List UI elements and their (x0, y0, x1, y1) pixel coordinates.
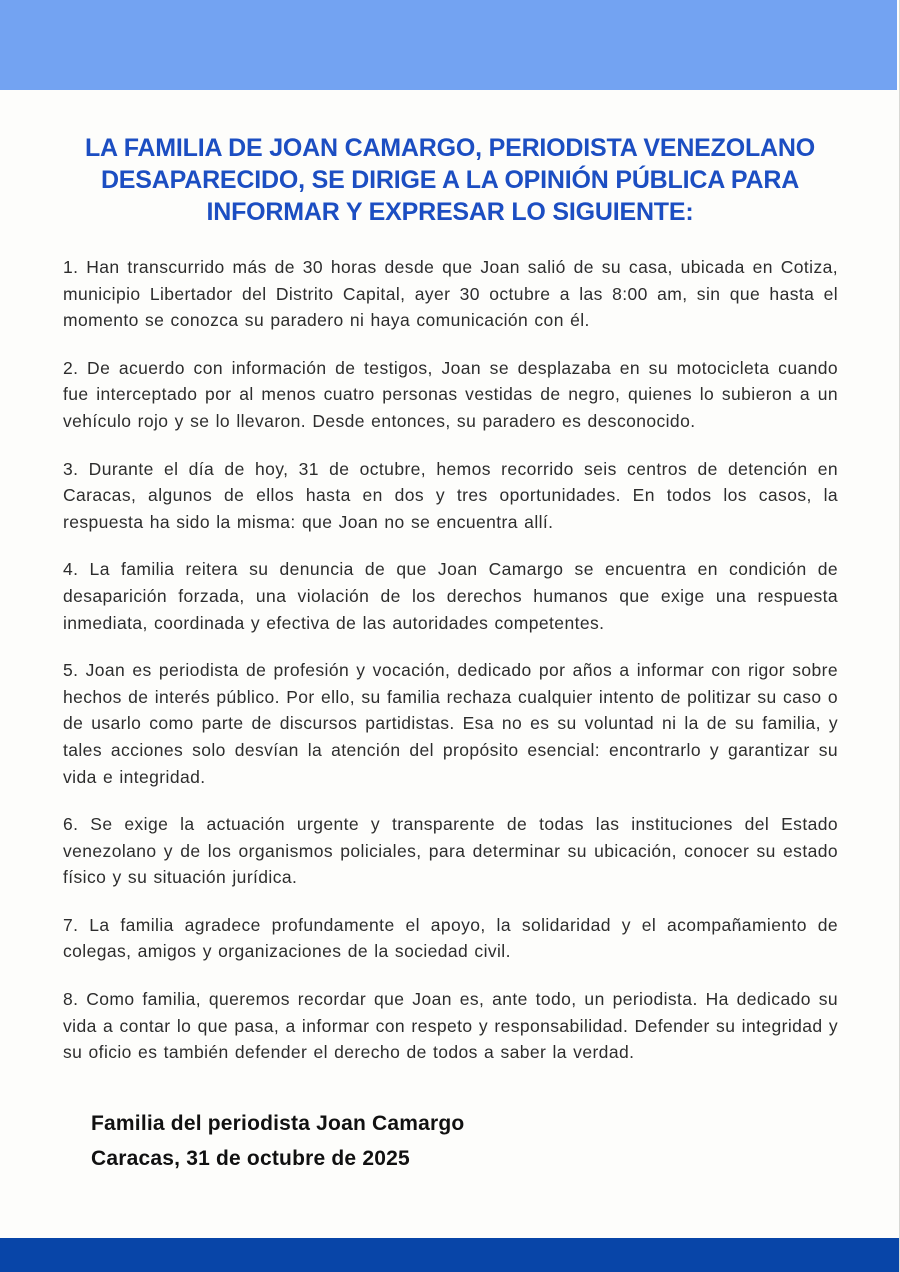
signature-block (91, 1106, 900, 1176)
title-line-3: INFORMAR Y EXPRESAR LO SIGUIENTE: (206, 198, 694, 226)
signature-date: Caracas, 31 de octubre de 2025 (91, 1146, 410, 1170)
signature-name: Familia del periodista Joan Camargo (91, 1111, 465, 1135)
paragraph-1: 1. Han transcurrido más de 30 horas desde que Joan salió de su casa, ubicada en Cotiza, municipio Libertador del Distrito Capital, ayer 30 octubre a las 8:00 am, sin que hasta el momento se conozca su paradero ni haya comunicación con él. (63, 257, 838, 331)
bottom-banner (0, 1238, 900, 1272)
paragraph-5: 5. Joan es periodista de profesión y vocación, dedicado por años a informar con rigor sobre hechos de interés público. Por ello, su familia rechaza cualquier intento de politizar su caso o de usarlo como parte de discursos partidistas. Esa no es su voluntad ni la de su familia, y tales acciones solo desvían la atención del propósito esencial: encontrarlo y garantizar su vida e integridad. (63, 660, 838, 787)
paragraph-4: 4. La familia reitera su denuncia de que Joan Camargo se encuentra en condición de desaparición forzada, una violación de los derechos humanos que exige una respuesta inmediata, coordinada y efectiva de las autoridades competentes. (63, 559, 838, 633)
paragraph-6: 6. Se exige la actuación urgente y transparente de todas las instituciones del Estado venezolano y de los organismos policiales, para determinar su ubicación, conocer su estado físico y su situación jurídica. (63, 814, 838, 888)
paragraph-8: 8. Como familia, queremos recordar que Joan es, ante todo, un periodista. Ha dedicado su vida a contar lo que pasa, a informar con respeto y responsabilidad. Defender su integridad y su oficio es también defender el derecho de todos a saber la verdad. (63, 989, 838, 1063)
document-title (0, 132, 900, 228)
title-line-2: DESAPARECIDO, SE DIRIGE A LA OPINIÓN PÚBLICA PARA (100, 166, 800, 194)
paragraph-7: 7. La familia agradece profundamente el apoyo, la solidaridad y el acompañamiento de colegas, amigos y organizaciones de la sociedad civil. (63, 914, 838, 962)
document-content (0, 90, 900, 1176)
paragraph-3: 3. Durante el día de hoy, 31 de octubre, hemos recorrido seis centros de detención en Caracas, algunos de ellos hasta en dos y tres oportunidades. En todos los casos, la respuesta ha sido la misma: que Joan no se encuentra allí. (63, 458, 838, 532)
statement-body (63, 254, 838, 1066)
top-banner (0, 0, 897, 90)
paragraph-2: 2. De acuerdo con información de testigos, Joan se desplazaba en su motocicleta cuando fue interceptado por al menos cuatro personas vestidas de negro, quienes lo subieron a un vehículo rojo y se lo llevaron. Desde entonces, su paradero es desconocido. (63, 357, 838, 431)
title-line-1: LA FAMILIA DE JOAN CAMARGO, PERIODISTA VENEZOLANO (84, 134, 816, 162)
